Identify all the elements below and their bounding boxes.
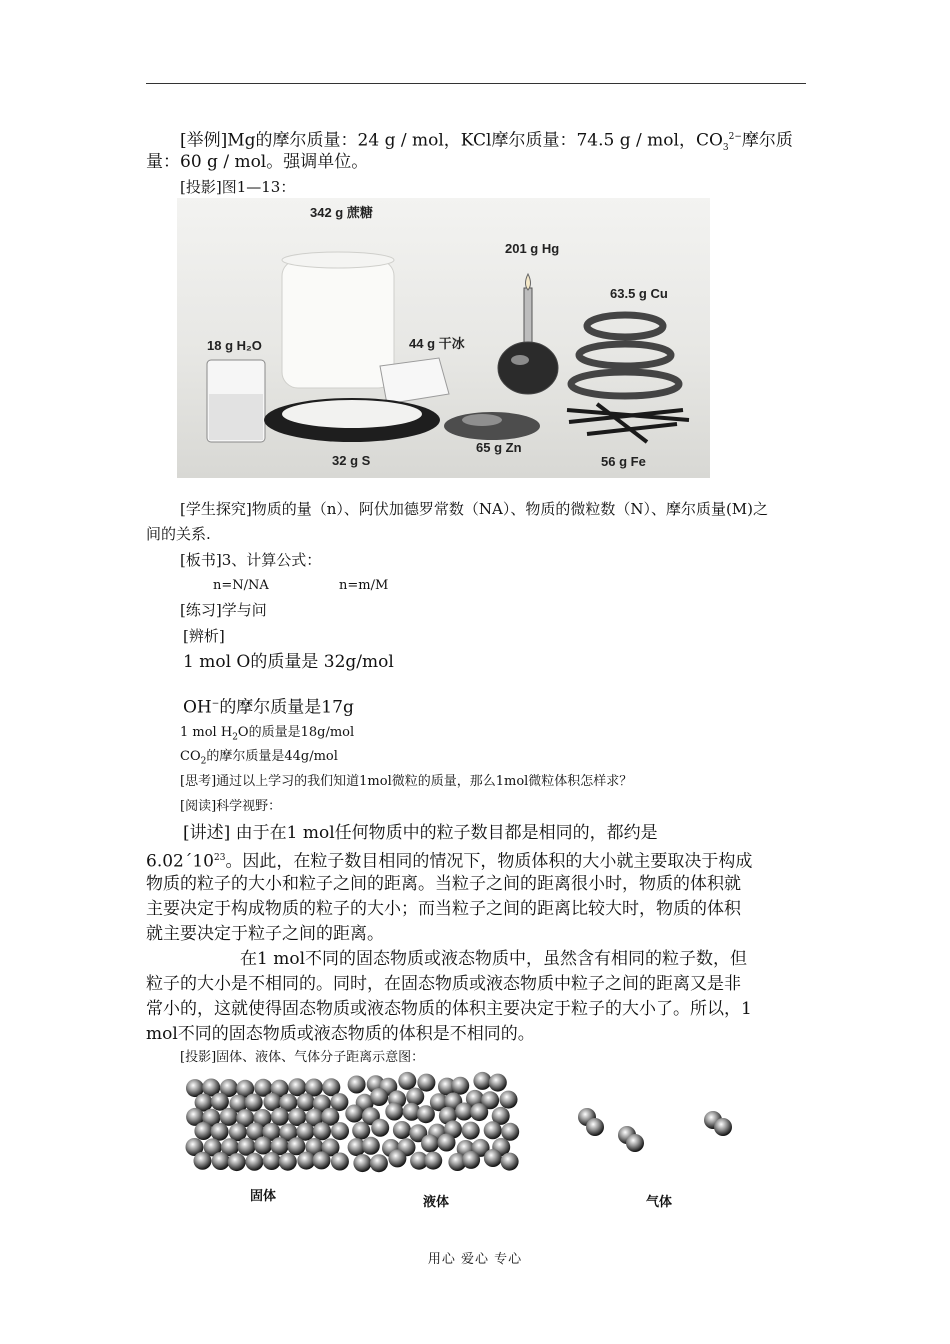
label-solid: 固体	[250, 1188, 277, 1203]
lecture-line-4: 主要决定于构成物质的粒子的大小；而当粒子之间的距离比较大时，物质的体积	[146, 899, 741, 919]
particle-distance-diagram	[180, 1070, 760, 1220]
practice-label: [练习]学与问	[180, 601, 267, 619]
label-s: 32 g S	[332, 453, 371, 468]
liquid-particles	[345, 1072, 519, 1172]
statement-3: 1 mol $H_2O$的质量是18g/mol	[180, 725, 355, 743]
formula-n-m-M: n=m/M	[339, 578, 389, 593]
label-dryice: 44 g 干冰	[409, 336, 465, 351]
lecture-line-3: 物质的粒子的大小和粒子之间的距离。当粒子之间的距离很小时，物质的体积就	[146, 874, 741, 894]
label-fe: 56 g Fe	[601, 454, 646, 469]
projection-label-2: [投影]固体、液体、气体分子距离示意图：	[180, 1050, 425, 1065]
para2-line-3: 常小的，这就使得固态物质或液态物质的体积主要决定于粒子的大小了。所以，1	[146, 999, 752, 1019]
example-line-2: 量：60 g / mol。强调单位。	[146, 152, 369, 172]
lecture-line-2: $6.02´10^{23}$。因此，在粒子数目相同的情况下，物质体积的大小就主要取决于构成	[146, 851, 753, 872]
label-hg: 201 g Hg	[505, 241, 560, 256]
solid-particles	[186, 1078, 350, 1171]
read-line: [阅读]科学视野：	[180, 799, 282, 814]
projection-label-1: [投影]图1—13：	[180, 178, 296, 196]
think-line: [思考]通过以上学习的我们知道1mol微粒的质量，那么1mol微粒体积怎样求？	[180, 774, 633, 789]
lecture-line-5: 就主要决定于粒子之间的距离。	[146, 924, 384, 944]
para2-line-1: 在1 mol不同的固态物质或液态物质中，虽然含有相同的粒子数，但	[240, 949, 748, 969]
example-line-1: [举例]Mg的摩尔质量：24 g / mol，KCl摩尔质量：74.5 g / mol，$CO_3^{2-}$摩尔质	[180, 130, 793, 154]
para2-line-4: mol不同的固态物质或液态物质的体积是不相同的。	[146, 1024, 535, 1044]
formula-n-N-NA: n=N/NA	[213, 578, 269, 593]
molar-mass-photo	[177, 198, 710, 478]
statement-2: OH−的摩尔质量是17g	[183, 697, 354, 718]
inquiry-line-2: 间的关系.	[146, 525, 211, 543]
label-sugar: 342 g 蔗糖	[310, 205, 373, 220]
lecture-line-1: [讲述] 由于在1 mol任何物质中的粒子数目都是相同的，都约是	[183, 823, 658, 843]
inquiry-line-1: [学生探究]物质的量（n）、阿伏加德罗常数（NA）、物质的微粒数（N）、摩尔质量(M)之	[180, 500, 769, 518]
label-water: 18 g H₂O	[207, 338, 262, 353]
statement-1: 1 mol O的质量是 32g/mol	[183, 652, 394, 672]
label-liquid: 液体	[423, 1194, 450, 1209]
label-zn: 65 g Zn	[476, 440, 522, 455]
page-footer: 用心 爱心 专心	[427, 1252, 523, 1267]
header-rule	[146, 83, 806, 84]
label-gas: 气体	[646, 1194, 673, 1209]
gas-particles	[578, 1108, 732, 1152]
statement-4: $CO_2$的摩尔质量是44g/mol	[180, 749, 338, 767]
label-cu: 63.5 g Cu	[610, 286, 668, 301]
board-label: [板书]3、计算公式：	[180, 551, 322, 569]
para2-line-2: 粒子的大小是不相同的。同时，在固态物质或液态物质中粒子之间的距离又是非	[146, 974, 741, 994]
analysis-label: [辨析]	[183, 627, 225, 645]
